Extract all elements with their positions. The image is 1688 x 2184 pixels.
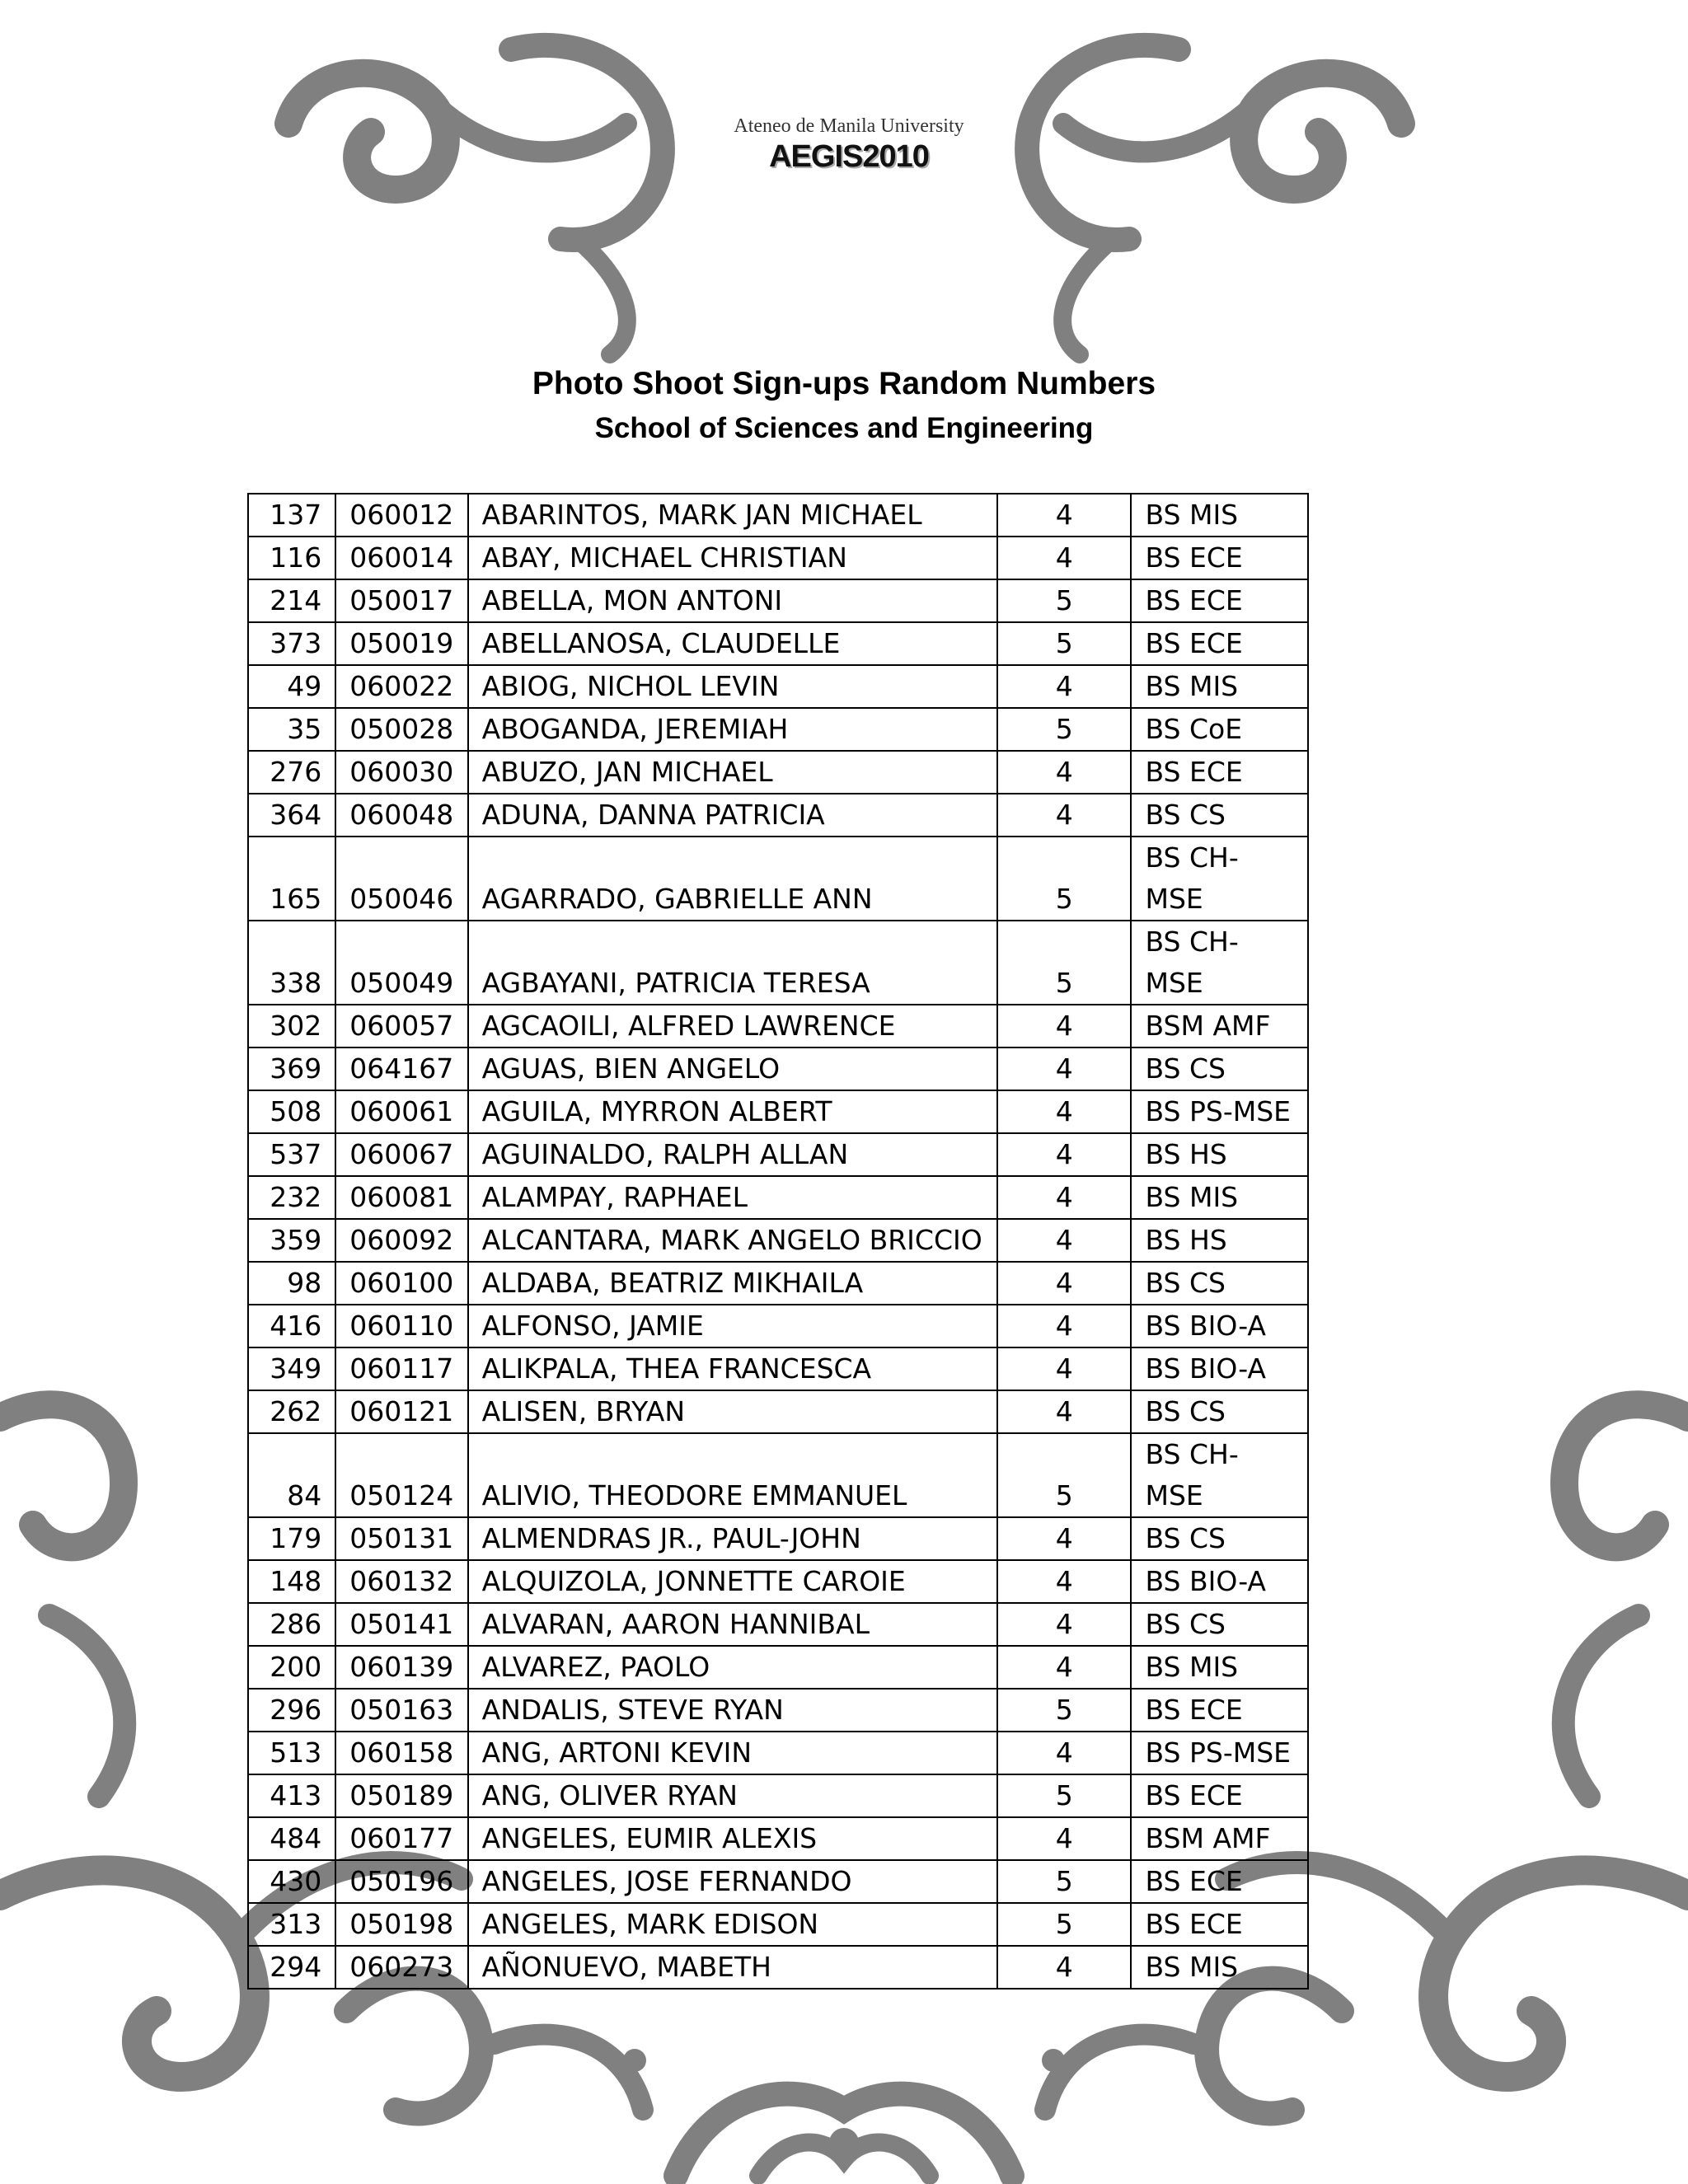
- year-level-cell: 4: [997, 1305, 1131, 1347]
- student-id-cell: 060100: [335, 1262, 467, 1305]
- table-row: [248, 1433, 1308, 1517]
- table-row: [248, 1946, 1308, 1989]
- random-number-cell: 373: [248, 622, 335, 665]
- student-id-cell: 060048: [335, 794, 467, 837]
- course-cell: BS ECE: [1131, 622, 1308, 665]
- student-name-cell: AGUAS, BIEN ANGELO: [468, 1047, 998, 1090]
- student-id-cell: 050017: [335, 579, 467, 622]
- course-cell: BS HS: [1131, 1133, 1308, 1176]
- random-number-cell: 508: [248, 1090, 335, 1133]
- table-row: [248, 1603, 1308, 1646]
- course-cell: BS ECE: [1131, 579, 1308, 622]
- student-name-cell: ANGELES, EUMIR ALEXIS: [468, 1817, 998, 1860]
- student-name-cell: ALFONSO, JAMIE: [468, 1305, 998, 1347]
- random-number-cell: 200: [248, 1646, 335, 1689]
- student-name-cell: AGARRADO, GABRIELLE ANN: [468, 837, 998, 921]
- year-level-cell: 4: [997, 494, 1131, 537]
- course-cell: BS MIS: [1131, 1646, 1308, 1689]
- course-cell: BSM AMF: [1131, 1005, 1308, 1047]
- student-name-cell: AGUINALDO, RALPH ALLAN: [468, 1133, 998, 1176]
- random-number-cell: 430: [248, 1860, 335, 1903]
- year-level-cell: 5: [997, 1860, 1131, 1903]
- table-row: [248, 579, 1308, 622]
- student-name-cell: ANGELES, JOSE FERNANDO: [468, 1860, 998, 1903]
- table-row: [248, 1646, 1308, 1689]
- logo-university-text: Ateneo de Manila University: [734, 115, 964, 137]
- page-subtitle: School of Sciences and Engineering: [594, 412, 1094, 444]
- student-id-cell: 060132: [335, 1560, 467, 1603]
- course-cell: BS ECE: [1131, 1860, 1308, 1903]
- year-level-cell: 5: [997, 1774, 1131, 1817]
- course-cell: BS CS: [1131, 1047, 1308, 1090]
- student-name-cell: ABELLA, MON ANTONI: [468, 579, 998, 622]
- logo-event-text: AEGIS2010: [769, 139, 929, 174]
- student-name-cell: ALVAREZ, PAOLO: [468, 1646, 998, 1689]
- student-id-cell: 050141: [335, 1603, 467, 1646]
- table-row: [248, 1090, 1308, 1133]
- table-row: [248, 1560, 1308, 1603]
- student-id-cell: 060030: [335, 751, 467, 794]
- student-id-cell: 060117: [335, 1347, 467, 1390]
- student-id-cell: 060121: [335, 1390, 467, 1433]
- student-name-cell: ALDABA, BEATRIZ MIKHAILA: [468, 1262, 998, 1305]
- year-level-cell: 4: [997, 537, 1131, 579]
- year-level-cell: 4: [997, 1646, 1131, 1689]
- course-cell: BS CS: [1131, 1603, 1308, 1646]
- student-name-cell: ABUZO, JAN MICHAEL: [468, 751, 998, 794]
- page-title: Photo Shoot Sign-ups Random Numbers: [532, 366, 1156, 401]
- event-logo: [676, 107, 1022, 223]
- year-level-cell: 5: [997, 837, 1131, 921]
- student-id-cell: 060139: [335, 1646, 467, 1689]
- student-id-cell: 050198: [335, 1903, 467, 1946]
- course-cell: BS ECE: [1131, 1903, 1308, 1946]
- student-id-cell: 060022: [335, 665, 467, 708]
- student-name-cell: ALISEN, BRYAN: [468, 1390, 998, 1433]
- table-row: [248, 794, 1308, 837]
- course-cell: [1131, 1433, 1308, 1517]
- random-number-cell: 84: [248, 1433, 335, 1517]
- random-number-cell: 302: [248, 1005, 335, 1047]
- course-cell: [1131, 837, 1308, 921]
- student-name-cell: ALAMPAY, RAPHAEL: [468, 1176, 998, 1219]
- student-id-cell: 050124: [335, 1433, 467, 1517]
- year-level-cell: 4: [997, 665, 1131, 708]
- random-number-cell: 364: [248, 794, 335, 837]
- random-number-cell: 276: [248, 751, 335, 794]
- random-number-cell: 49: [248, 665, 335, 708]
- student-id-cell: 060057: [335, 1005, 467, 1047]
- year-level-cell: 4: [997, 1946, 1131, 1989]
- student-id-cell: 050019: [335, 622, 467, 665]
- year-level-cell: 4: [997, 1005, 1131, 1047]
- random-number-cell: 484: [248, 1817, 335, 1860]
- signup-table-body: [248, 494, 1308, 1989]
- student-id-cell: 060067: [335, 1133, 467, 1176]
- random-number-cell: 116: [248, 537, 335, 579]
- course-cell: BS ECE: [1131, 537, 1308, 579]
- year-level-cell: 5: [997, 622, 1131, 665]
- student-id-cell: 050131: [335, 1517, 467, 1560]
- random-number-cell: 165: [248, 837, 335, 921]
- student-name-cell: ANG, OLIVER RYAN: [468, 1774, 998, 1817]
- year-level-cell: 4: [997, 1817, 1131, 1860]
- student-name-cell: ABOGANDA, JEREMIAH: [468, 708, 998, 751]
- course-cell: BS BIO-A: [1131, 1305, 1308, 1347]
- random-number-cell: 35: [248, 708, 335, 751]
- table-row: [248, 1860, 1308, 1903]
- student-id-cell: 050163: [335, 1689, 467, 1732]
- ornament-bottom-left: [0, 1404, 124, 1547]
- course-cell: BS MIS: [1131, 1176, 1308, 1219]
- year-level-cell: 4: [997, 1262, 1131, 1305]
- ornament-bottom-right: [1564, 1404, 1688, 1547]
- course-cell: BS CoE: [1131, 708, 1308, 751]
- random-number-cell: 179: [248, 1517, 335, 1560]
- student-id-cell: 060061: [335, 1090, 467, 1133]
- table-row: [248, 921, 1308, 1005]
- course-text: BS CH-MSE: [1145, 841, 1239, 915]
- table-row: [248, 1347, 1308, 1390]
- year-level-cell: 4: [997, 1090, 1131, 1133]
- year-level-cell: 4: [997, 1603, 1131, 1646]
- random-number-cell: 98: [248, 1262, 335, 1305]
- table-row: [248, 1390, 1308, 1433]
- course-text: BS CH-MSE: [1145, 926, 1239, 999]
- student-name-cell: AGBAYANI, PATRICIA TERESA: [468, 921, 998, 1005]
- random-number-cell: 413: [248, 1774, 335, 1817]
- table-row: [248, 665, 1308, 708]
- year-level-cell: 4: [997, 751, 1131, 794]
- table-row: [248, 1817, 1308, 1860]
- table-row: [248, 1903, 1308, 1946]
- random-number-cell: 262: [248, 1390, 335, 1433]
- student-name-cell: ABAY, MICHAEL CHRISTIAN: [468, 537, 998, 579]
- course-cell: BS BIO-A: [1131, 1347, 1308, 1390]
- student-id-cell: 050046: [335, 837, 467, 921]
- student-id-cell: 050196: [335, 1860, 467, 1903]
- course-cell: BS BIO-A: [1131, 1560, 1308, 1603]
- year-level-cell: 5: [997, 708, 1131, 751]
- random-number-cell: 513: [248, 1732, 335, 1774]
- course-cell: BS MIS: [1131, 494, 1308, 537]
- year-level-cell: 4: [997, 1732, 1131, 1774]
- course-text: BS CH-MSE: [1145, 1438, 1239, 1511]
- table-row: [248, 1133, 1308, 1176]
- course-cell: BS MIS: [1131, 665, 1308, 708]
- random-number-cell: 137: [248, 494, 335, 537]
- student-id-cell: 050028: [335, 708, 467, 751]
- course-cell: BS ECE: [1131, 1689, 1308, 1732]
- student-name-cell: ALMENDRAS JR., PAUL-JOHN: [468, 1517, 998, 1560]
- random-number-cell: 232: [248, 1176, 335, 1219]
- course-cell: BS ECE: [1131, 1774, 1308, 1817]
- course-cell: BS HS: [1131, 1219, 1308, 1262]
- student-name-cell: ALQUIZOLA, JONNETTE CAROIE: [468, 1560, 998, 1603]
- student-id-cell: 060081: [335, 1176, 467, 1219]
- random-number-cell: 349: [248, 1347, 335, 1390]
- random-number-cell: 294: [248, 1946, 335, 1989]
- student-id-cell: 060273: [335, 1946, 467, 1989]
- random-number-cell: 416: [248, 1305, 335, 1347]
- student-name-cell: ADUNA, DANNA PATRICIA: [468, 794, 998, 837]
- random-number-cell: 369: [248, 1047, 335, 1090]
- year-level-cell: 4: [997, 1047, 1131, 1090]
- table-row: [248, 751, 1308, 794]
- student-name-cell: AGCAOILI, ALFRED LAWRENCE: [468, 1005, 998, 1047]
- student-name-cell: ALVARAN, AARON HANNIBAL: [468, 1603, 998, 1646]
- table-row: [248, 1047, 1308, 1090]
- table-row: [248, 1005, 1308, 1047]
- course-cell: BS CS: [1131, 794, 1308, 837]
- student-name-cell: ANGELES, MARK EDISON: [468, 1903, 998, 1946]
- table-row: [248, 1774, 1308, 1817]
- year-level-cell: 5: [997, 579, 1131, 622]
- student-name-cell: ANDALIS, STEVE RYAN: [468, 1689, 998, 1732]
- course-cell: BS CS: [1131, 1262, 1308, 1305]
- year-level-cell: 4: [997, 1176, 1131, 1219]
- student-name-cell: ALCANTARA, MARK ANGELO BRICCIO: [468, 1219, 998, 1262]
- course-cell: BS CS: [1131, 1517, 1308, 1560]
- year-level-cell: 4: [997, 1347, 1131, 1390]
- course-cell: BSM AMF: [1131, 1817, 1308, 1860]
- random-number-cell: 296: [248, 1689, 335, 1732]
- year-level-cell: 4: [997, 794, 1131, 837]
- course-cell: BS ECE: [1131, 751, 1308, 794]
- random-number-cell: 338: [248, 921, 335, 1005]
- table-row: [248, 1517, 1308, 1560]
- table-row: [248, 708, 1308, 751]
- student-id-cell: 060158: [335, 1732, 467, 1774]
- student-name-cell: ABELLANOSA, CLAUDELLE: [468, 622, 998, 665]
- student-id-cell: 060014: [335, 537, 467, 579]
- year-level-cell: 4: [997, 1390, 1131, 1433]
- student-id-cell: 060012: [335, 494, 467, 537]
- table-row: [248, 1262, 1308, 1305]
- student-name-cell: ANG, ARTONI KEVIN: [468, 1732, 998, 1774]
- student-id-cell: 050189: [335, 1774, 467, 1817]
- year-level-cell: 5: [997, 1689, 1131, 1732]
- table-row: [248, 494, 1308, 537]
- table-row: [248, 837, 1308, 921]
- year-level-cell: 4: [997, 1517, 1131, 1560]
- student-id-cell: 060092: [335, 1219, 467, 1262]
- student-name-cell: ALIKPALA, THEA FRANCESCA: [468, 1347, 998, 1390]
- table-row: [248, 1176, 1308, 1219]
- random-number-cell: 537: [248, 1133, 335, 1176]
- student-id-cell: 060110: [335, 1305, 467, 1347]
- course-cell: BS MIS: [1131, 1946, 1308, 1989]
- year-level-cell: 4: [997, 1560, 1131, 1603]
- student-id-cell: 060177: [335, 1817, 467, 1860]
- table-row: [248, 1732, 1308, 1774]
- student-id-cell: 064167: [335, 1047, 467, 1090]
- table-row: [248, 537, 1308, 579]
- student-name-cell: ABARINTOS, MARK JAN MICHAEL: [468, 494, 998, 537]
- signup-table: [247, 493, 1309, 1990]
- random-number-cell: 214: [248, 579, 335, 622]
- course-cell: [1131, 921, 1308, 1005]
- table-row: [248, 1219, 1308, 1262]
- random-number-cell: 359: [248, 1219, 335, 1262]
- table-row: [248, 622, 1308, 665]
- year-level-cell: 4: [997, 1133, 1131, 1176]
- random-number-cell: 148: [248, 1560, 335, 1603]
- table-row: [248, 1689, 1308, 1732]
- student-name-cell: ABIOG, NICHOL LEVIN: [468, 665, 998, 708]
- year-level-cell: 5: [997, 1903, 1131, 1946]
- student-name-cell: AGUILA, MYRRON ALBERT: [468, 1090, 998, 1133]
- year-level-cell: 4: [997, 1219, 1131, 1262]
- student-name-cell: ALIVIO, THEODORE EMMANUEL: [468, 1433, 998, 1517]
- course-cell: BS PS-MSE: [1131, 1090, 1308, 1133]
- student-name-cell: AÑONUEVO, MABETH: [468, 1946, 998, 1989]
- random-number-cell: 286: [248, 1603, 335, 1646]
- course-cell: BS CS: [1131, 1390, 1308, 1433]
- year-level-cell: 5: [997, 1433, 1131, 1517]
- student-id-cell: 050049: [335, 921, 467, 1005]
- random-number-cell: 313: [248, 1903, 335, 1946]
- table-row: [248, 1305, 1308, 1347]
- year-level-cell: 5: [997, 921, 1131, 1005]
- course-cell: BS PS-MSE: [1131, 1732, 1308, 1774]
